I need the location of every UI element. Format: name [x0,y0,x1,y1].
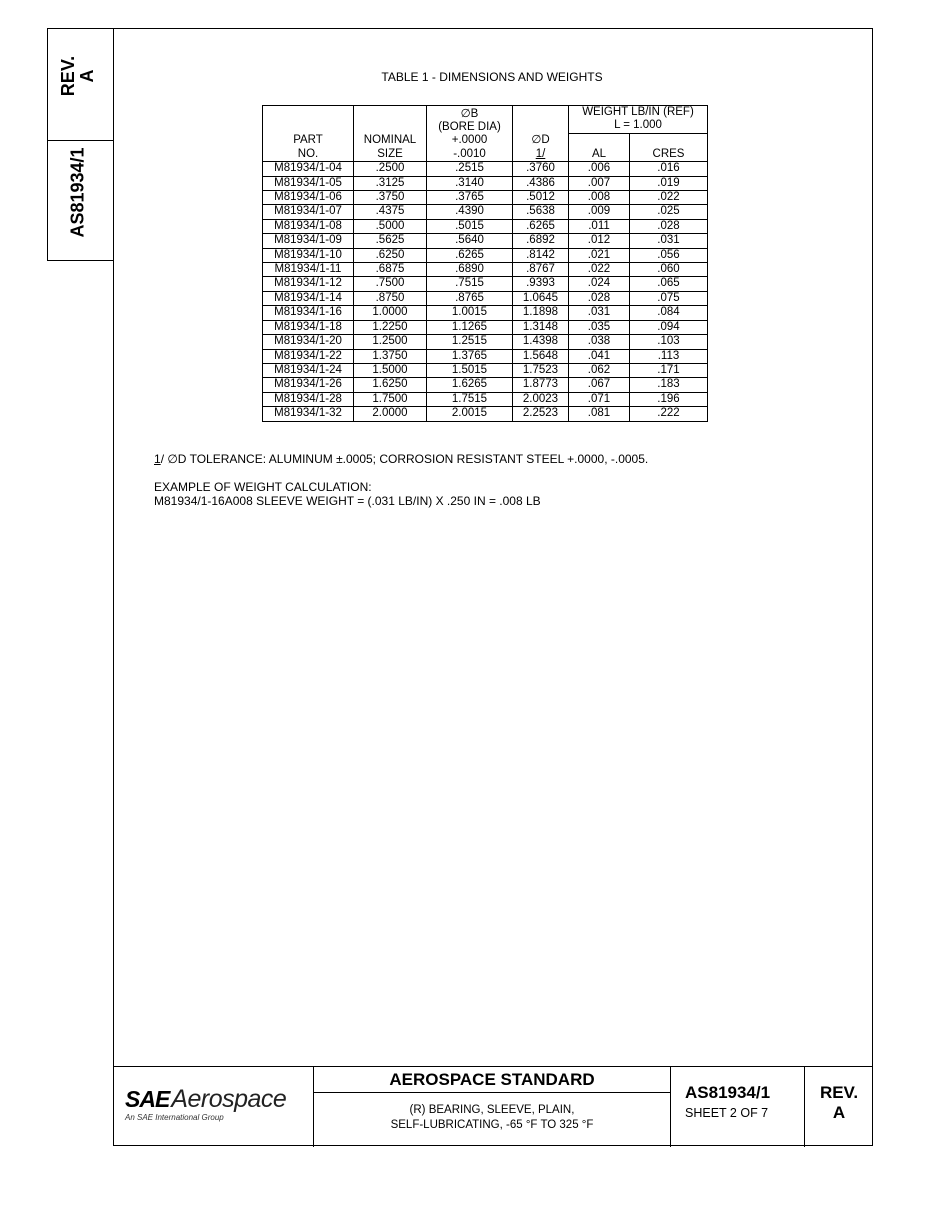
footnote-mark: 1 [154,452,161,466]
table-cell: M81934/1-16 [263,306,354,320]
table-cell: .9393 [513,277,569,291]
table-cell: .7500 [354,277,427,291]
table-cell: .009 [569,205,630,219]
table-cell: .024 [569,277,630,291]
table-cell: .8750 [354,291,427,305]
table-cell: M81934/1-20 [263,335,354,349]
table-cell: .6875 [354,263,427,277]
table-cell: .006 [569,162,630,176]
table-cell: 1.7515 [427,392,513,406]
table-cell: M81934/1-26 [263,378,354,392]
table-cell: 1.5000 [354,363,427,377]
table-cell: .031 [569,306,630,320]
header-nominal-size: NOMINAL SIZE [354,106,427,162]
table-row [263,234,708,248]
table-cell: M81934/1-14 [263,291,354,305]
table-cell: .6265 [513,219,569,233]
table-cell: 1.2250 [354,320,427,334]
table-cell: M81934/1-28 [263,392,354,406]
table-cell: 1.0000 [354,306,427,320]
title-block [113,1066,873,1146]
table-cell: .028 [569,291,630,305]
table-cell: M81934/1-24 [263,363,354,377]
table-cell: 2.0023 [513,392,569,406]
revision-label: REV. [819,1083,859,1102]
table-cell: .035 [569,320,630,334]
table-row [263,162,708,176]
table-cell: .062 [569,363,630,377]
table-cell: .067 [569,378,630,392]
table-row [263,248,708,262]
table-row [263,277,708,291]
table-cell: M81934/1-22 [263,349,354,363]
table-cell: M81934/1-09 [263,234,354,248]
table-row [263,335,708,349]
table-cell: .8767 [513,263,569,277]
table-row [263,291,708,305]
table-cell: .4386 [513,176,569,190]
table-cell: .5625 [354,234,427,248]
footnote [154,452,648,466]
table-cell: .081 [569,407,630,421]
dimensions-table [262,105,708,422]
table-cell: 1.0645 [513,291,569,305]
table-cell: .022 [569,263,630,277]
table-cell: 1.1898 [513,306,569,320]
table-cell: .056 [630,248,708,262]
table-cell: M81934/1-11 [263,263,354,277]
table-row [263,320,708,334]
table-cell: M81934/1-07 [263,205,354,219]
table-cell: 1.3148 [513,320,569,334]
table-cell: .5012 [513,191,569,205]
table-cell: .113 [630,349,708,363]
table-cell: .8142 [513,248,569,262]
table-cell: M81934/1-18 [263,320,354,334]
table-row [263,263,708,277]
table-body [263,162,708,421]
side-revision [59,21,97,131]
table-cell: .6890 [427,263,513,277]
table-cell: M81934/1-12 [263,277,354,291]
table-cell: 1.6250 [354,378,427,392]
table-cell: 1.0015 [427,306,513,320]
table-cell: .5638 [513,205,569,219]
table-cell: .3760 [513,162,569,176]
table-cell: 1.2500 [354,335,427,349]
table-cell: .6892 [513,234,569,248]
table-row [263,407,708,421]
table-cell: M81934/1-08 [263,219,354,233]
logo-cell [113,1067,314,1147]
table-row [263,349,708,363]
example-text: M81934/1-16A008 SLEEVE WEIGHT = (.031 LB/IN) X .250 IN = .008 LB [154,494,541,508]
header-outer-dia: ∅D 1/ [513,106,569,162]
table-cell: 1.7500 [354,392,427,406]
side-revision-box [47,28,114,261]
side-doc-number: AS81934/1 [67,147,88,238]
table-cell: 2.0000 [354,407,427,421]
table-cell: 2.0015 [427,407,513,421]
table-cell: .7515 [427,277,513,291]
logo-aerospace: Aerospace [171,1085,287,1113]
table-cell: .094 [630,320,708,334]
table-cell: .084 [630,306,708,320]
table-cell: 1.3750 [354,349,427,363]
description-line-1: (R) BEARING, SLEEVE, PLAIN, [409,1104,575,1116]
table-row [263,191,708,205]
table-cell: .103 [630,335,708,349]
sheet-number: SHEET 2 OF 7 [685,1106,769,1120]
table-cell: .031 [630,234,708,248]
table-cell: M81934/1-10 [263,248,354,262]
document-description [314,1103,670,1133]
table-row [263,219,708,233]
side-rev-label: REV. [58,55,78,97]
table-cell: .5000 [354,219,427,233]
table-row [263,205,708,219]
table-cell: .008 [569,191,630,205]
title-cell [314,1067,671,1147]
table-cell: .3140 [427,176,513,190]
table-cell: .196 [630,392,708,406]
table-row [263,306,708,320]
table-cell: M81934/1-04 [263,162,354,176]
table-cell: .011 [569,219,630,233]
table-row [263,176,708,190]
table-cell: .6250 [354,248,427,262]
table-row [263,378,708,392]
logo-subtitle: An SAE International Group [125,1113,224,1122]
table-cell: .3750 [354,191,427,205]
table-cell: 1.2515 [427,335,513,349]
table-cell: .075 [630,291,708,305]
header-bore-dia: ∅B (BORE DIA) +.0000 -.0010 [427,106,513,162]
table-cell: 1.4398 [513,335,569,349]
header-al: AL [569,133,630,161]
table-cell: .028 [630,219,708,233]
table-cell: .007 [569,176,630,190]
header-part-no: PART NO. [263,106,354,162]
table-title: TABLE 1 - DIMENSIONS AND WEIGHTS [381,70,603,84]
table-cell: .171 [630,363,708,377]
table-cell: 1.8773 [513,378,569,392]
footnote-text: / ∅D TOLERANCE: ALUMINUM ±.0005; CORROSION RESISTANT STEEL +.0000, -.0005. [160,452,649,466]
document-number-cell [671,1067,805,1147]
table-cell: 1.1265 [427,320,513,334]
description-line-2: SELF-LUBRICATING, -65 °F TO 325 °F [390,1119,594,1131]
side-rev-value: A [77,69,97,83]
table-cell: .183 [630,378,708,392]
table-cell: .4390 [427,205,513,219]
table-cell: .071 [569,392,630,406]
table-row [263,363,708,377]
table-cell: .060 [630,263,708,277]
table-cell: 1.7523 [513,363,569,377]
table-cell: M81934/1-32 [263,407,354,421]
table-cell: .222 [630,407,708,421]
table-cell: .038 [569,335,630,349]
table-cell: .065 [630,277,708,291]
table-cell: 1.5648 [513,349,569,363]
table-cell: 1.6265 [427,378,513,392]
table-cell: .3125 [354,176,427,190]
revision-cell [805,1067,873,1147]
header-cres: CRES [630,133,708,161]
table-cell: .016 [630,162,708,176]
table-row [263,392,708,406]
table-cell: M81934/1-05 [263,176,354,190]
table-cell: .019 [630,176,708,190]
table-cell: .021 [569,248,630,262]
example-title: EXAMPLE OF WEIGHT CALCULATION: [154,480,372,494]
revision-value: A [832,1103,846,1122]
table-cell: .041 [569,349,630,363]
table-cell: .3765 [427,191,513,205]
table-cell: .4375 [354,205,427,219]
standard-title: AEROSPACE STANDARD [314,1067,670,1093]
table-cell: .2515 [427,162,513,176]
header-weight: WEIGHT LB/IN (REF) L = 1.000 [569,106,708,134]
table-cell: 1.5015 [427,363,513,377]
logo-sae: SAE [125,1086,170,1112]
table-cell: M81934/1-06 [263,191,354,205]
table-cell: 1.3765 [427,349,513,363]
table-cell: .6265 [427,248,513,262]
table-cell: .2500 [354,162,427,176]
table-cell: .8765 [427,291,513,305]
sae-aerospace-logo [125,1085,286,1122]
table-cell: .012 [569,234,630,248]
table-cell: .5015 [427,219,513,233]
table-cell: .022 [630,191,708,205]
document-number: AS81934/1 [685,1083,771,1102]
table-cell: .5640 [427,234,513,248]
table-cell: .025 [630,205,708,219]
table-cell: 2.2523 [513,407,569,421]
